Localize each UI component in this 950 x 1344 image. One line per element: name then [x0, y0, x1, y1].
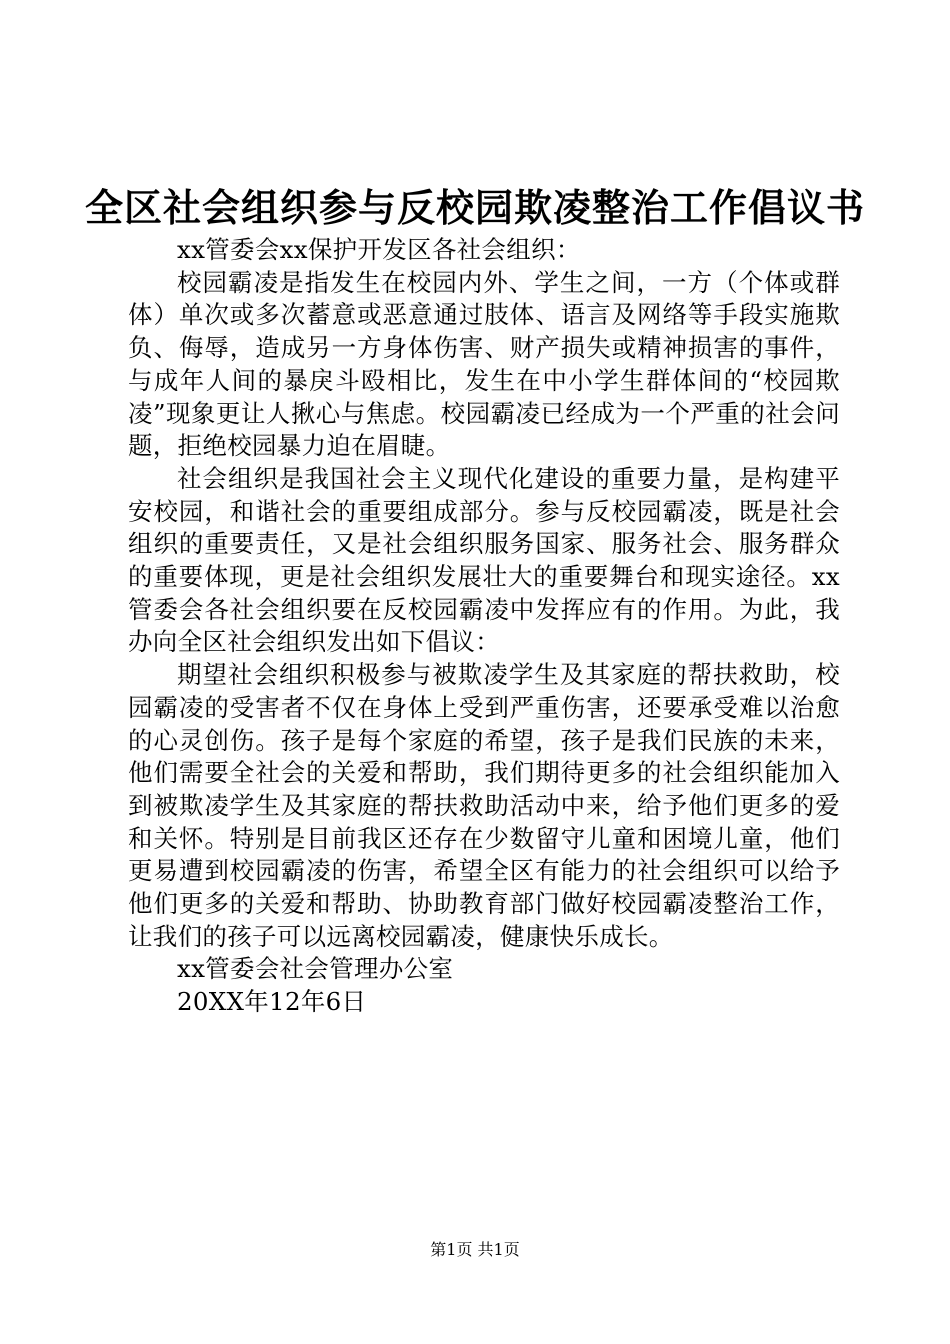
paragraph-1: 校园霸凌是指发生在校园内外、学生之间，一方（个体或群体）单次或多次蓄意或恶意通过肢体、语言及网络等手段实施欺负、侮辱，造成另一方身体伤害、财产损失或精神损害的事件，与成年人间的暴戾斗殴相比，发生在中小学生群体间的“校园欺凌”现象更让人揪心与焦虑。校园霸凌已经成为一个严重的社会问题，拒绝校园暴力迫在眉睫。 [128, 267, 840, 461]
paragraph-2: 社会组织是我国社会主义现代化建设的重要力量，是构建平安校园，和谐社会的重要组成部分。参与反校园霸凌，既是社会组织的重要责任，又是社会组织服务国家、服务社会、服务群众的重要体现，更是社会组织发展壮大的重要舞台和现实途径。xx管委会各社会组织要在反校园霸凌中发挥应有的作用。为此，我办向全区社会组织发出如下倡议： [128, 463, 840, 657]
paragraph-3: 期望社会组织积极参与被欺凌学生及其家庭的帮扶救助，校园霸凌的受害者不仅在身体上受到严重伤害，还要承受难以治愈的心灵创伤。孩子是每个家庭的希望，孩子是我们民族的未来，他们需要全社会的关爱和帮助，我们期待更多的社会组织能加入到被欺凌学生及其家庭的帮扶救助活动中来，给予他们更多的爱和关怀。特别是目前我区还存在少数留守儿童和困境儿童，他们更易遭到校园霸凌的伤害，希望全区有能力的社会组织可以给予他们更多的关爱和帮助、协助教育部门做好校园霸凌整治工作，让我们的孩子可以远离校园霸凌，健康快乐成长。 [128, 660, 840, 951]
document-title: 全区社会组织参与反校园欺凌整治工作倡议书 [84, 186, 865, 230]
signature: xx管委会社会管理办公室 [177, 954, 454, 984]
document-body [128, 234, 840, 1019]
date: 20XX年12年6日 [177, 987, 367, 1017]
page-footer: 第1页 共1页 [430, 1240, 520, 1259]
salutation: xx管委会xx保护开发区各社会组织： [177, 235, 581, 264]
